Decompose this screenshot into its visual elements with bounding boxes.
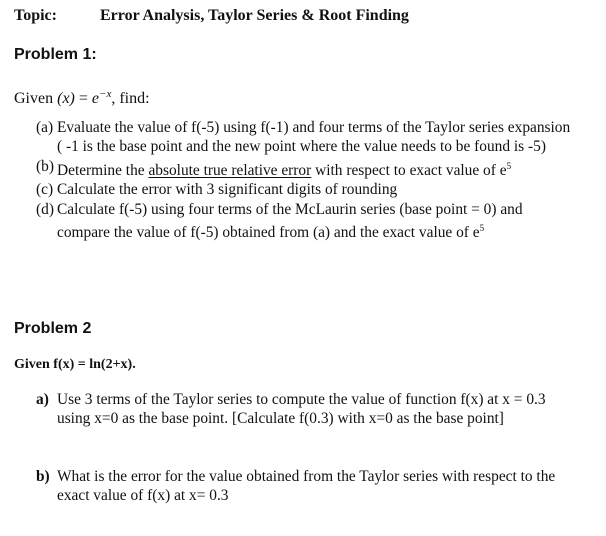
- given-function: (x): [57, 90, 75, 107]
- problem-2-heading: Problem 2: [14, 320, 92, 337]
- topic-line: [14, 6, 409, 26]
- item-marker: (c): [36, 181, 54, 199]
- given-exponent: −x: [99, 88, 112, 100]
- problem-1-item-a: [36, 118, 576, 157]
- problem-1-heading: Problem 1:: [14, 46, 97, 63]
- item-text-before: Determine the: [57, 161, 149, 179]
- problem-1-item-b: [36, 157, 576, 180]
- item-superscript: 5: [479, 223, 485, 234]
- topic-label: Topic:: [14, 7, 57, 24]
- item-marker: (d): [36, 200, 54, 218]
- given-equals: =: [74, 90, 92, 107]
- item-text: Evaluate the value of f(-5) using f(-1) and four terms of the Taylor series expansion ( -1 is the base point and the new point where the value needs to be found is -5): [57, 119, 571, 156]
- given-suffix: , find:: [111, 90, 150, 107]
- item-marker: a): [36, 391, 49, 408]
- item-text: Calculate f(-5) using four terms of the McLaurin series (base point = 0) and compare the value of f(-5) obtained from (a) and the exact value of e: [57, 200, 523, 242]
- problem-2-given: Given f(x) = ln(2+x).: [14, 357, 136, 372]
- item-marker: b): [36, 468, 50, 485]
- item-marker: (a): [36, 119, 54, 136]
- item-text: Use 3 terms of the Taylor series to compute the value of function f(x) at x = 0.3 using x=0 as the base point. [Calculate f(0.3) with x=0 as the base point]: [57, 391, 546, 427]
- problem-1-given: [14, 84, 150, 109]
- topic-title: Error Analysis, Taylor Series & Root Finding: [100, 7, 409, 24]
- item-superscript: 5: [506, 160, 512, 171]
- item-text-after: with respect to exact value of e: [311, 161, 507, 179]
- item-text: What is the error for the value obtained from the Taylor series with respect to the exact value of f(x) at x= 0.3: [57, 468, 556, 504]
- problem-2-item-a: [36, 390, 576, 428]
- item-text: Calculate the error with 3 significant digits of rounding: [57, 181, 398, 199]
- problem-2-item-b: [36, 467, 576, 505]
- given-prefix: Given: [14, 90, 58, 107]
- problem-1-item-c: [36, 180, 576, 199]
- underlined-term: absolute true relative error: [148, 161, 312, 179]
- problem-1-item-d: [36, 200, 576, 243]
- item-marker: (b): [36, 157, 54, 175]
- given-base: e: [91, 90, 100, 107]
- problem-1-list: [36, 118, 576, 242]
